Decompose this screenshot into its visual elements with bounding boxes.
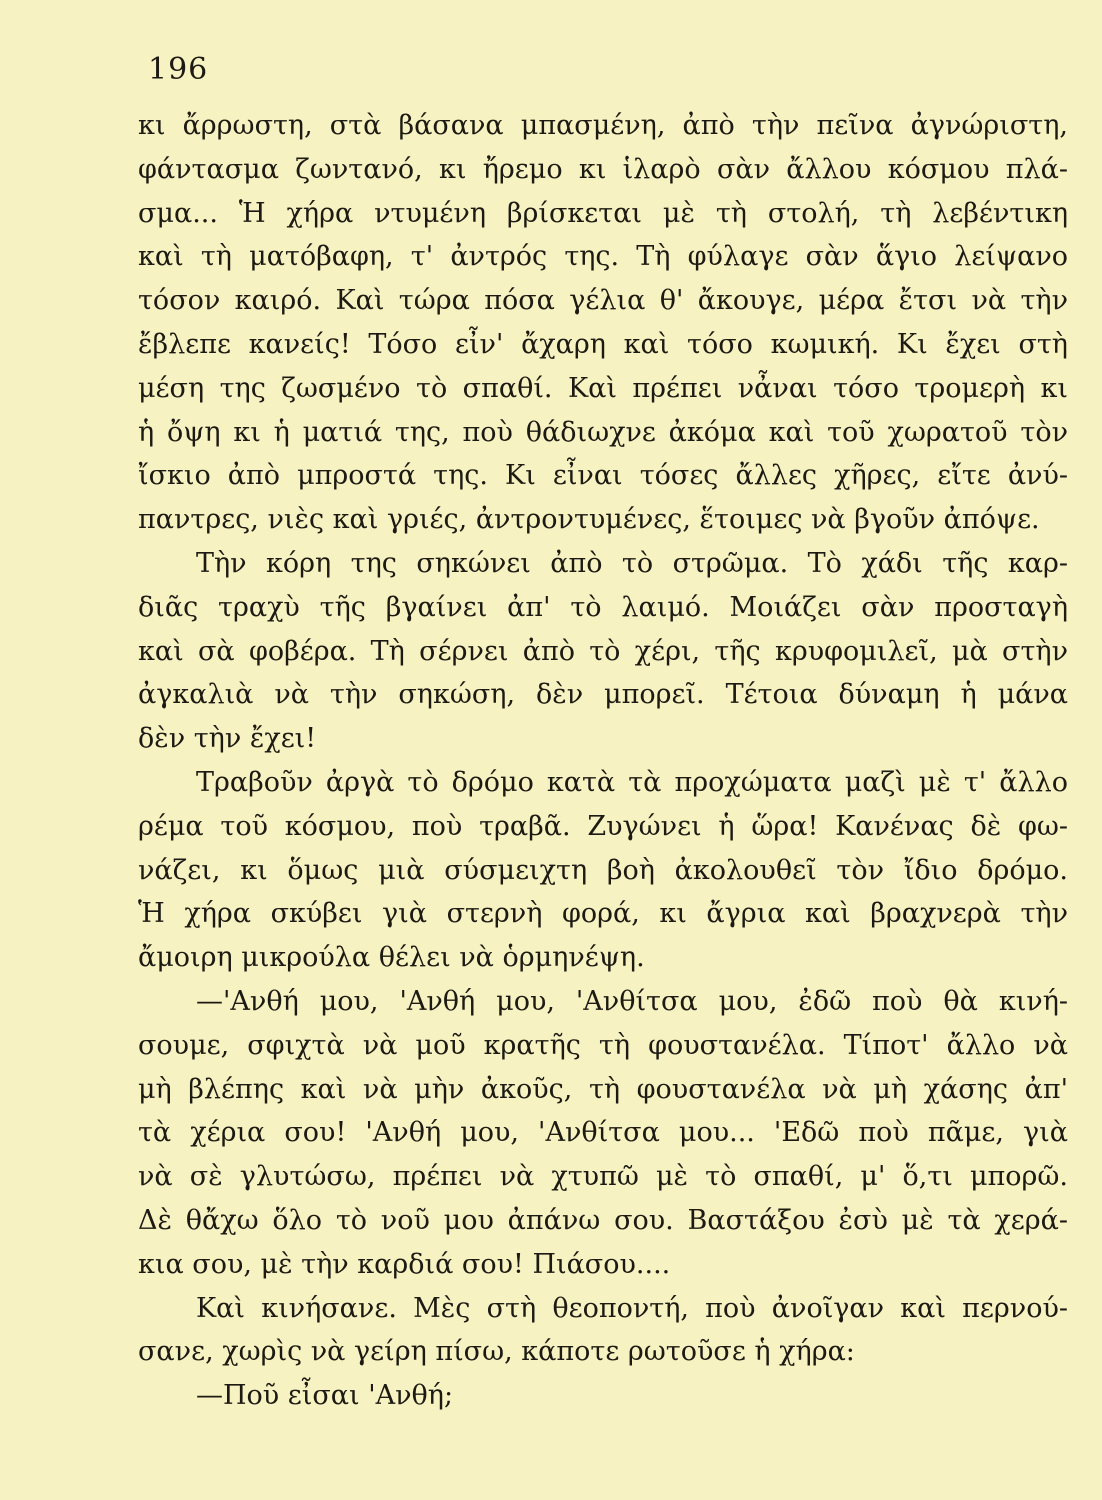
text-line: Ἡ χήρα σκύβει γιὰ στερνὴ φορά, κι ἄγρια καὶ βραχνερὰ τὴν xyxy=(138,898,1068,930)
text-line: μέση της ζωσμένο τὸ σπαθί. Καὶ πρέπει νἆναι τόσο τρομερὴ κι xyxy=(138,372,1068,404)
text-line: —'Ανθή μου, 'Ανθή μου, 'Ανθίτσα μου, ἐδῶ ποὺ θὰ κινή- xyxy=(196,985,1068,1017)
text-line: ἀγκαλιὰ νὰ τὴν σηκώση, δὲν μπορεῖ. Τέτοια δύναμη ἡ μάνα xyxy=(138,679,1068,711)
text-line: καὶ τὴ ματόβαφη, τ' ἀντρός της. Τὴ φύλαγε σὰν ἅγιο λείψανο xyxy=(138,241,1068,273)
text-line: μὴ βλέπης καὶ νὰ μὴν ἀκοῦς, τὴ φουστανέλα νὰ μὴ χάσης ἀπ' xyxy=(138,1073,1068,1105)
text-line: Καὶ κινήσανε. Μὲς στὴ θεοποντή, ποὺ ἀνοῖγαν καὶ περνού- xyxy=(196,1292,1068,1324)
text-line: ρέμα τοῦ κόσμου, ποὺ τραβᾶ. Ζυγώνει ἡ ὥρα! Κανένας δὲ φω- xyxy=(138,810,1068,842)
text-line: σουμε, σφιχτὰ νὰ μοῦ κρατῆς τὴ φουστανέλα. Τίποτ' ἄλλο νὰ xyxy=(138,1029,1068,1061)
text-line: ἔβλεπε κανείς! Τόσο εἶν' ἄχαρη καὶ τόσο κωμική. Κι ἔχει στὴ xyxy=(138,328,1068,360)
text-line: ἄμοιρη μικρούλα θέλει νὰ ὁρμηνέψη. xyxy=(138,942,645,974)
text-line: Δὲ θἄχω ὅλο τὸ νοῦ μου ἀπάνω σου. Βαστάξου ἐσὺ μὲ τὰ χερά- xyxy=(138,1204,1068,1236)
text-line: νάζει, κι ὅμως μιὰ σύσμειχτη βοὴ ἀκολουθεῖ τὸν ἴδιο δρόμο. xyxy=(138,854,1068,886)
text-line: κια σου, μὲ τὴν καρδιά σου! Πιάσου.... xyxy=(138,1248,671,1280)
text-line: διᾶς τραχὺ τῆς βγαίνει ἀπ' τὸ λαιμό. Μοιάζει σὰν προσταγὴ xyxy=(138,591,1068,623)
text-line: δὲν τὴν ἔχει! xyxy=(138,723,317,755)
text-line: καὶ σὰ φοβέρα. Τὴ σέρνει ἀπὸ τὸ χέρι, τῆς κρυφομιλεῖ, μὰ στὴν xyxy=(138,635,1068,667)
text-line: Τραβοῦν ἀργὰ τὸ δρόμο κατὰ τὰ προχώματα μαζὶ μὲ τ' ἄλλο xyxy=(196,766,1068,798)
text-line: τὰ χέρια σου! 'Ανθή μου, 'Ανθίτσα μου... 'Εδῶ ποὺ πᾶμε, γιὰ xyxy=(138,1117,1068,1149)
text-line: σανε, χωρὶς νὰ γείρη πίσω, κάποτε ρωτοῦσε ἡ χήρα: xyxy=(138,1336,855,1368)
text-line: ἴσκιο ἀπὸ μπροστά της. Κι εἶναι τόσες ἄλλες χῆρες, εἴτε ἀνύ- xyxy=(138,460,1068,492)
text-line: παντρες, νιὲς καὶ γριές, ἀντροντυμένες, ἕτοιμες νὰ βγοῦν ἀπόψε. xyxy=(138,504,1040,536)
text-line: ἡ ὄψη κι ἡ ματιά της, ποὺ θάδιωχνε ἀκόμα καὶ τοῦ χωρατοῦ τὸν xyxy=(138,416,1068,448)
text-line: Τὴν κόρη της σηκώνει ἀπὸ τὸ στρῶμα. Τὸ χάδι τῆς καρ- xyxy=(196,547,1068,579)
text-line: τόσον καιρό. Καὶ τώρα πόσα γέλια θ' ἄκουγε, μέρα ἔτσι νὰ τὴν xyxy=(138,285,1068,317)
text-line: σμα... Ἡ χήρα ντυμένη βρίσκεται μὲ τὴ στολή, τὴ λεβέντικη xyxy=(138,197,1068,229)
text-line: νὰ σὲ γλυτώσω, πρέπει νὰ χτυπῶ μὲ τὸ σπαθί, μ' ὅ,τι μπορῶ. xyxy=(138,1161,1068,1193)
page-number: 196 xyxy=(148,52,209,87)
text-line: φάντασμα ζωντανό, κι ἤρεμο κι ἱλαρὸ σὰν ἄλλου κόσμου πλά- xyxy=(138,153,1068,185)
text-line: κι ἄρρωστη, στὰ βάσανα μπασμένη, ἀπὸ τὴν πεῖνα ἀγνώριστη, xyxy=(138,110,1068,141)
body-text xyxy=(138,104,1068,1418)
text-line: —Ποῦ εἶσαι 'Ανθή; xyxy=(196,1380,454,1412)
